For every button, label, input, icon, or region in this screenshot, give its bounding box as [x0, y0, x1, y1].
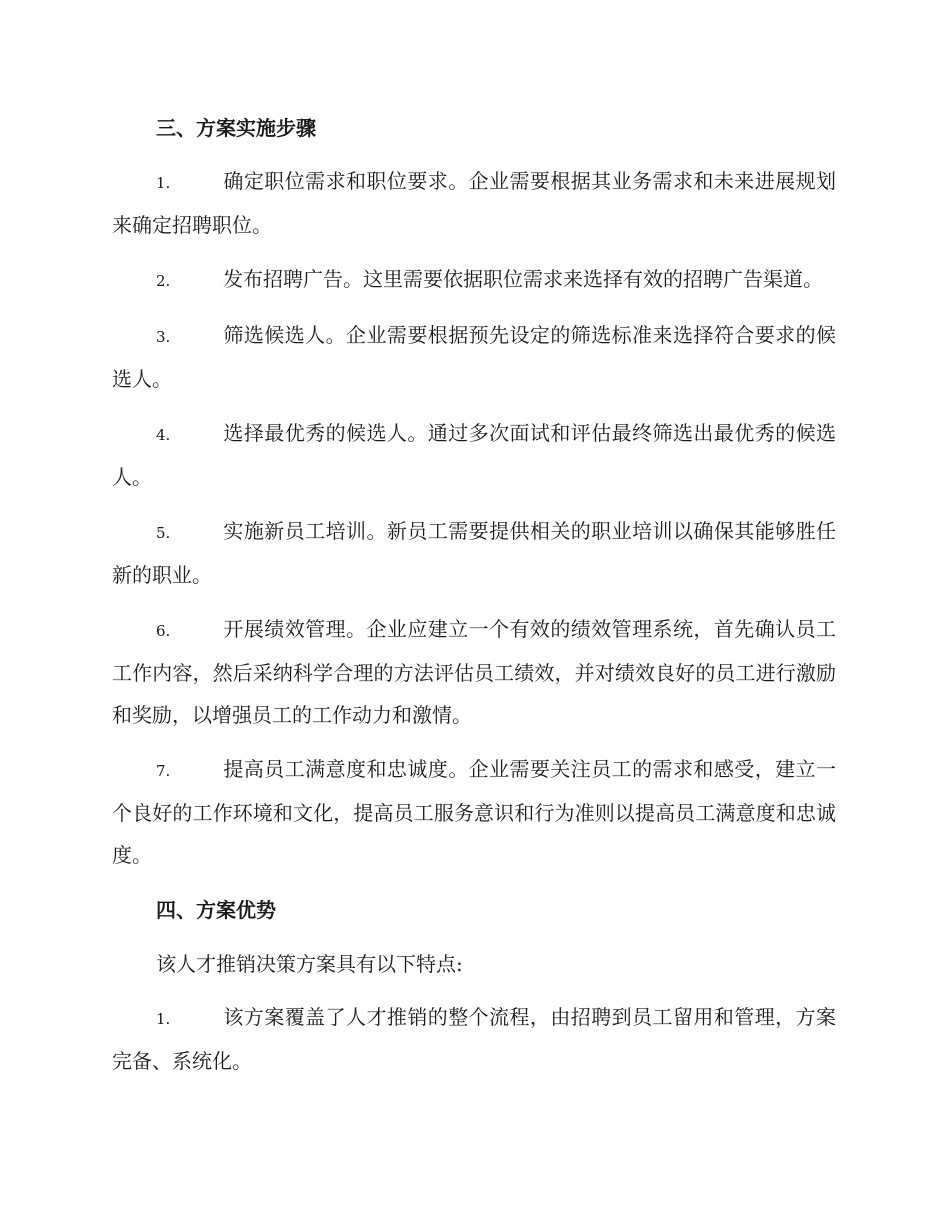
- item-number: 1.: [156, 174, 171, 192]
- section-heading-advantages: 四、方案优势: [156, 898, 276, 922]
- section-heading-implementation: 三、方案实施步骤: [156, 116, 316, 140]
- item-number: 1.: [156, 1010, 171, 1028]
- item-text: 筛选候选人。企业需要根据预先设定的筛选标准来选择符合要求的候选人。: [112, 323, 836, 391]
- list-item: [112, 412, 836, 498]
- list-item: [112, 314, 836, 400]
- list-item: [112, 608, 836, 736]
- item-number: 2.: [156, 272, 171, 290]
- list-item: [112, 996, 836, 1082]
- list-item: [112, 748, 836, 876]
- item-number: 7.: [156, 762, 171, 780]
- list-item: [112, 258, 836, 302]
- item-text: 选择最优秀的候选人。通过多次面试和评估最终筛选出最优秀的候选人。: [112, 421, 836, 489]
- item-number: 3.: [156, 328, 171, 346]
- list-item: [112, 510, 836, 596]
- item-text: 确定职位需求和职位要求。企业需要根据其业务需求和未来进展规划来确定招聘职位。: [112, 169, 836, 237]
- item-number: 5.: [156, 524, 171, 542]
- list-item: [112, 160, 836, 246]
- item-text: 发布招聘广告。这里需要依据职位需求来选择有效的招聘广告渠道。: [223, 267, 823, 291]
- item-number: 4.: [156, 426, 171, 444]
- document-page: [112, 100, 836, 1094]
- item-text: 该方案覆盖了人才推销的整个流程，由招聘到员工留用和管理，方案完备、系统化。: [112, 1005, 836, 1073]
- item-text: 实施新员工培训。新员工需要提供相关的职业培训以确保其能够胜任新的职业。: [112, 519, 836, 587]
- section-intro: 该人才推销决策方案具有以下特点:: [156, 952, 463, 976]
- item-text: 提高员工满意度和忠诚度。企业需要关注员工的需求和感受，建立一个良好的工作环境和文化，提高员工服务意识和行为准则以提高员工满意度和忠诚度。: [112, 757, 836, 867]
- item-text: 开展绩效管理。企业应建立一个有效的绩效管理系统，首先确认员工工作内容，然后采纳科学合理的方法评估员工绩效，并对绩效良好的员工进行激励和奖励，以增强员工的工作动力和激情。: [112, 617, 836, 727]
- item-number: 6.: [156, 622, 171, 640]
